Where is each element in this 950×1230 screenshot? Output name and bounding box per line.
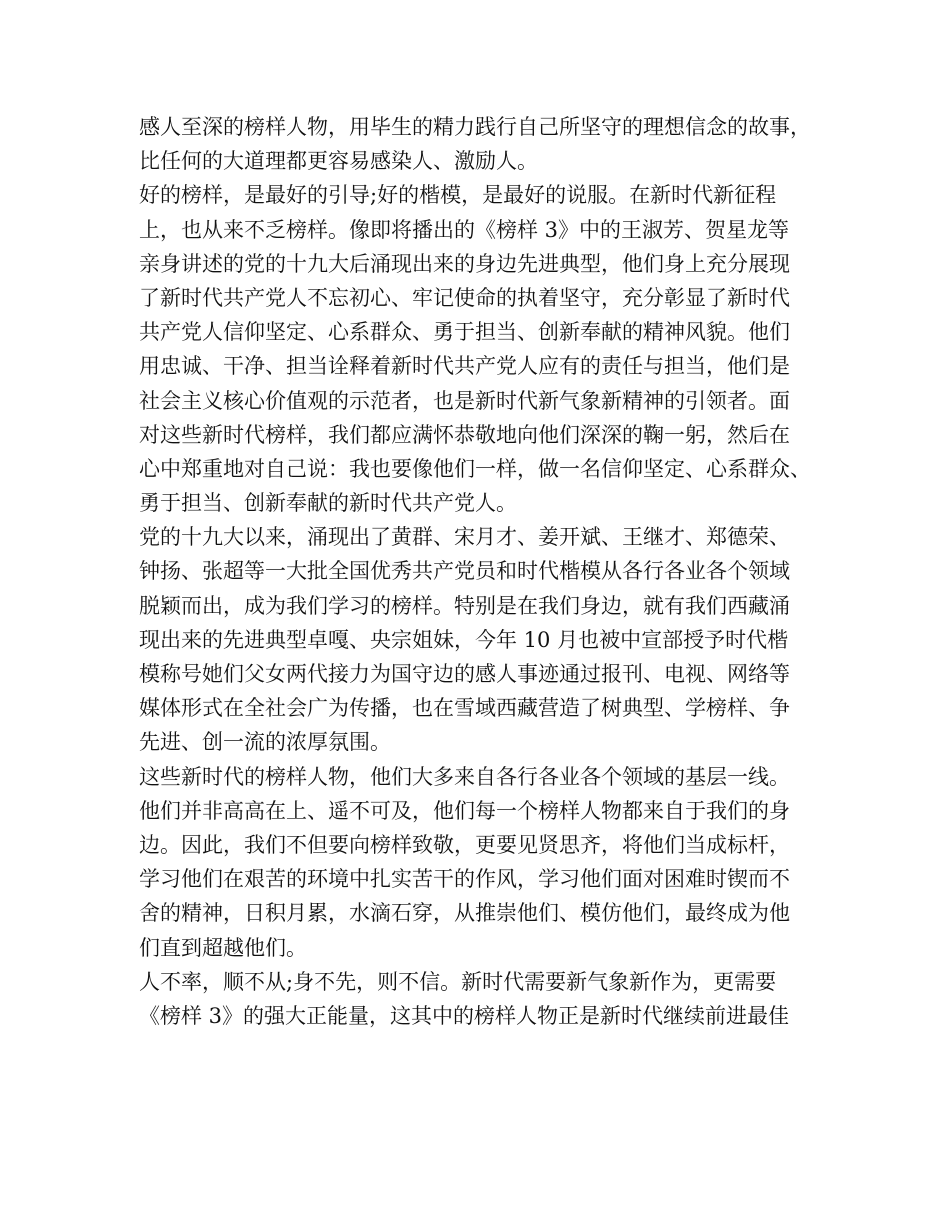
text-line: 社会主义核心价值观的示范者，也是新时代新气象新精神的引领者。面 — [139, 388, 790, 413]
text-line: 党的十九大以来，涌现出了黄群、宋月才、姜开斌、王继才、郑德荣、 — [139, 525, 790, 550]
text-line: 他们并非高高在上、遥不可及，他们每一个榜样人物都来自于我们的身 — [139, 798, 790, 823]
text-line: 媒体形式在全社会广为传播，也在雪域西藏营造了树典型、学榜样、争 — [139, 696, 790, 721]
text-line: 心中郑重地对自己说：我也要像他们一样，做一名信仰坚定、心系群众、 — [139, 456, 811, 481]
body-text — [139, 110, 859, 1033]
text-line: 脱颖而出，成为我们学习的榜样。特别是在我们身边，就有我们西藏涌 — [139, 593, 790, 618]
text-line: 先进、创一流的浓厚氛围。 — [139, 730, 391, 755]
text-line: 模称号她们父女两代接力为国守边的感人事迹通过报刊、电视、网络等 — [139, 662, 790, 686]
text-line: 感人至深的榜样人物，用毕生的精力践行自己所坚守的理想信念的故事， — [139, 115, 811, 139]
text-line: 这些新时代的榜样人物，他们大多来自各行各业各个领域的基层一线。 — [139, 764, 790, 789]
text-line: 钟扬、张超等一大批全国优秀共产党员和时代楷模从各行各业各个领域 — [139, 559, 790, 584]
text-line: 对这些新时代榜样，我们都应满怀恭敬地向他们深深的鞠一躬，然后在 — [139, 422, 790, 447]
text-line: 勇于担当、创新奉献的新时代共产党人。 — [139, 491, 517, 516]
text-line: 们直到超越他们。 — [139, 935, 307, 960]
text-line: 亲身讲述的党的十九大后涌现出来的身边先进典型，他们身上充分展现 — [139, 251, 790, 276]
text-line: 共产党人信仰坚定、心系群众、勇于担当、创新奉献的精神风貌。他们 — [139, 320, 790, 345]
text-line: 上，也从来不乏榜样。像即将播出的《榜样 3》中的王淑芳、贺星龙等 — [139, 217, 790, 242]
text-line: 现出来的先进典型卓嘎、央宗姐妹，今年 10 月也被中宣部授予时代楷 — [139, 627, 789, 652]
text-line: 用忠诚、干净、担当诠释着新时代共产党人应有的责任与担当，他们是 — [139, 354, 790, 379]
text-line: 学习他们在艰苦的环境中扎实苦干的作风，学习他们面对困难时锲而不 — [139, 867, 790, 892]
text-line: 了新时代共产党人不忘初心、牢记使命的执着坚守，充分彰显了新时代 — [139, 285, 790, 310]
text-line: 舍的精神，日积月累，水滴石穿，从推崇他们、模仿他们，最终成为他 — [139, 901, 790, 926]
text-line: 边。因此，我们不但要向榜样致敬，更要见贤思齐，将他们当成标杆， — [139, 832, 790, 857]
text-line: 比任何的大道理都更容易感染人、激励人。 — [139, 149, 538, 174]
text-line: 《榜样 3》的强大正能量，这其中的榜样人物正是新时代继续前进最佳 — [139, 1003, 790, 1028]
text-line: 好的榜样，是最好的引导;好的楷模，是最好的说服。在新时代新征程 — [139, 183, 777, 208]
text-line: 人不率，顺不从;身不先，则不信。新时代需要新气象新作为，更需要 — [139, 969, 777, 994]
